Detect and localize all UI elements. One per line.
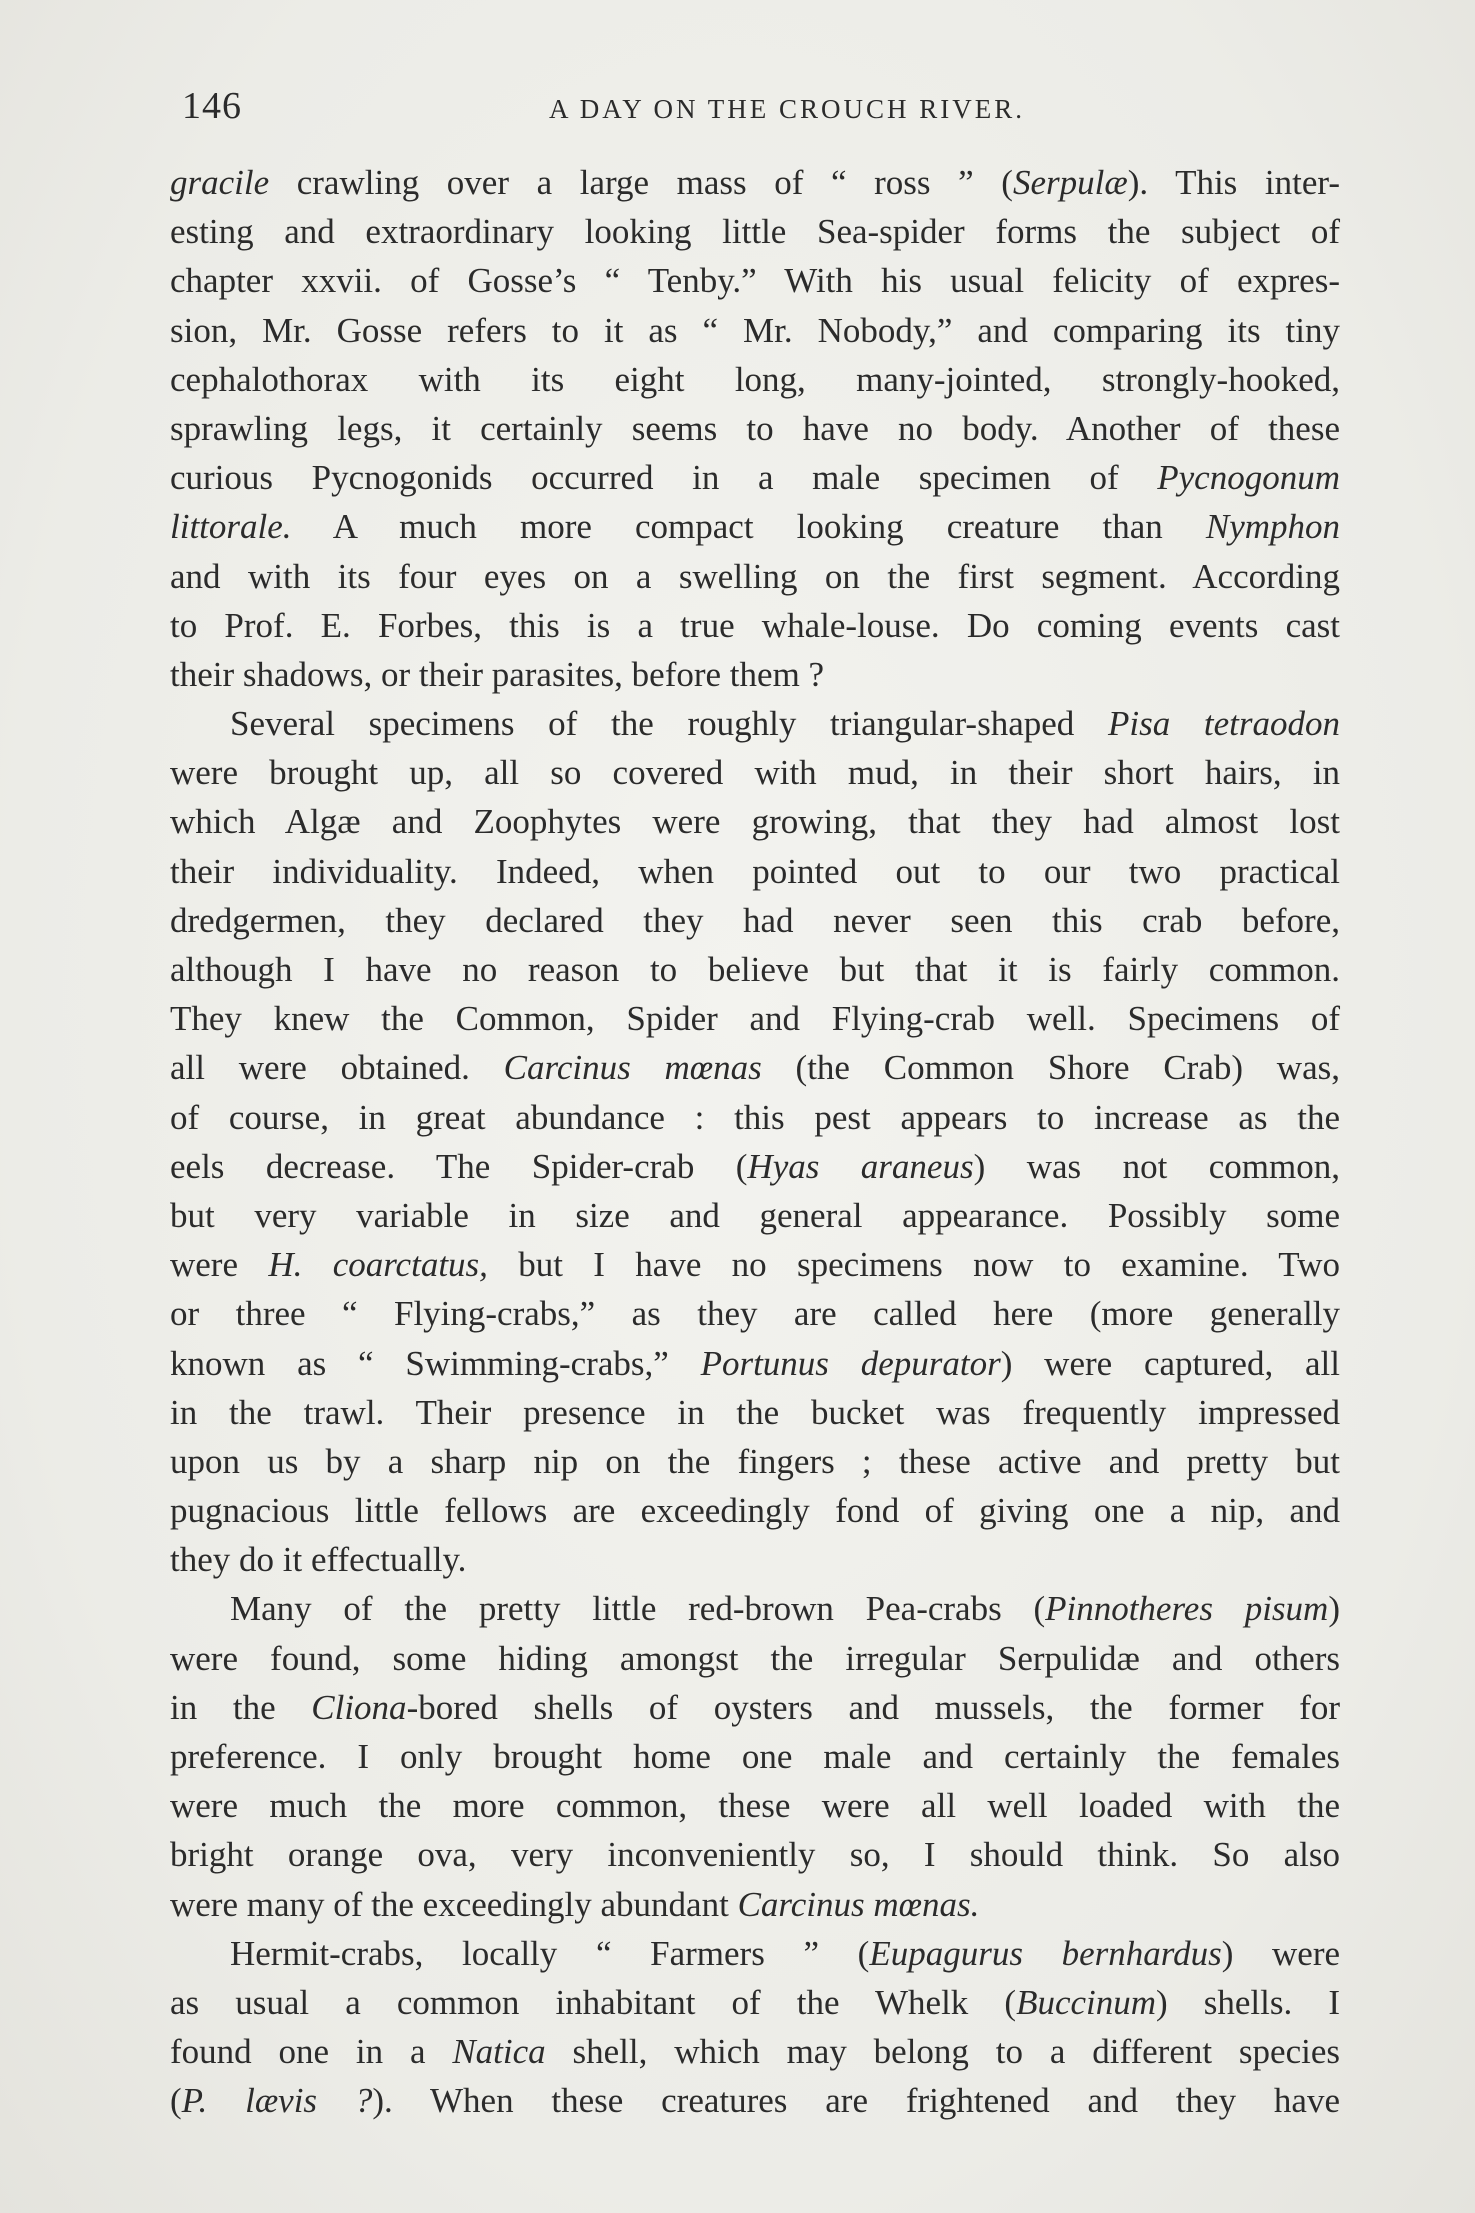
italic-taxon: Carcinus mœnas (503, 1048, 762, 1088)
text-line (170, 1240, 1340, 1289)
text-run: -bored shells of oysters and mussels, the former for (406, 1687, 1340, 1727)
italic-taxon: gracile (170, 163, 270, 202)
text-run: or three “ Flying-crabs,” as they are called here (more generally (170, 1294, 1340, 1334)
text-line (170, 797, 1340, 846)
text-run: found one in a (170, 2032, 453, 2072)
text-run: they do it effectually. (170, 1540, 467, 1580)
text-run: were much the more common, these were all well loaded with the (170, 1786, 1340, 1826)
page-number: 146 (182, 85, 242, 127)
italic-taxon: Cliona (311, 1687, 407, 1727)
text-run: their shadows, or their parasites, before them ? (170, 654, 825, 694)
text-line (170, 453, 1340, 502)
italic-taxon: Natica (452, 2032, 546, 2072)
running-head (182, 84, 1332, 134)
text-line (170, 306, 1340, 355)
text-run: cephalothorax with its eight long, many-jointed, strongly-hooked, (170, 359, 1340, 399)
italic-taxon: Buccinum (1016, 1982, 1157, 2022)
text-run: but very variable in size and general appearance. Possibly some (170, 1195, 1340, 1235)
text-run: Several specimens of the roughly triangular-shaped (230, 704, 1108, 744)
text-run: ) (1328, 1589, 1340, 1629)
text-run: sprawling legs, it certainly seems to have no body. Another of these (170, 408, 1340, 448)
italic-taxon: Pycnogonum (1157, 458, 1340, 498)
text-line (170, 1683, 1340, 1732)
text-run: which Algæ and Zoophytes were growing, that they had almost lost (170, 802, 1340, 842)
text-line (170, 1388, 1340, 1437)
text-line (170, 847, 1340, 896)
italic-taxon: Eupagurus bernhardus (869, 1933, 1222, 1973)
text-line (170, 1142, 1340, 1191)
italic-taxon: H. coarctatus, (268, 1245, 488, 1285)
text-line (170, 404, 1340, 453)
text-line (170, 1978, 1340, 2027)
text-run: sion, Mr. Gosse refers to it as “ Mr. Nobody,” and comparing its tiny (170, 310, 1340, 350)
italic-taxon: littorale. (170, 507, 292, 547)
text-line (170, 207, 1340, 256)
text-line (170, 945, 1340, 994)
text-run: crawling over a large mass of “ ross ” ( (269, 163, 1013, 202)
text-line (170, 994, 1340, 1043)
text-line (170, 1535, 1340, 1584)
italic-taxon: Portunus depurator (700, 1343, 1001, 1383)
text-run: known as “ Swimming-crabs,” (170, 1343, 701, 1383)
text-run: although I have no reason to believe but that it is fairly common. (170, 950, 1340, 989)
text-run: curious Pycnogonids occurred in a male specimen of (170, 458, 1158, 498)
text-run: ( (170, 2081, 182, 2121)
text-line (170, 1486, 1340, 1535)
text-run: in the (170, 1687, 312, 1727)
text-run: A much more compact looking creature than (291, 507, 1206, 547)
text-line (170, 1732, 1340, 1781)
text-run: were (170, 1245, 269, 1285)
text-line (170, 1191, 1340, 1240)
text-run: of course, in great abundance : this pest appears to increase as the (170, 1097, 1340, 1137)
text-line (170, 601, 1340, 650)
text-line (170, 1584, 1340, 1633)
text-line (170, 1289, 1340, 1338)
text-line (170, 896, 1340, 945)
text-run: preference. I only brought home one male and certainly the females (170, 1737, 1340, 1776)
text-run: but I have no specimens now to examine. Two (487, 1245, 1340, 1285)
italic-taxon: Pinnotheres pisum (1045, 1589, 1329, 1629)
text-run: were many of the exceedingly abundant (170, 1884, 738, 1924)
text-run: ). This inter- (1127, 163, 1340, 202)
text-line (170, 1830, 1340, 1879)
text-run: were found, some hiding amongst the irregular Serpulidæ and others (170, 1638, 1340, 1678)
text-line (170, 748, 1340, 797)
text-run: and with its four eyes on a swelling on the first segment. According (170, 556, 1340, 596)
text-line (170, 1093, 1340, 1142)
italic-taxon: Serpulæ (1012, 163, 1128, 202)
text-run: ) shells. I (1156, 1982, 1341, 2022)
text-run: esting and extraordinary looking little Sea-spider forms the subject of (170, 212, 1340, 252)
text-run: upon us by a sharp nip on the fingers ; these active and pretty but (170, 1441, 1340, 1481)
text-line (170, 158, 1340, 207)
text-run: (the Common Shore Crab) was, (761, 1048, 1340, 1088)
text-run: their individuality. Indeed, when pointed out to our two practical (170, 851, 1340, 891)
text-line (170, 1929, 1340, 1978)
text-line (170, 650, 1340, 699)
text-line (170, 2027, 1340, 2076)
text-line (170, 1880, 1340, 1929)
text-line (170, 256, 1340, 305)
text-run: to Prof. E. Forbes, this is a true whale-louse. Do coming events cast (170, 605, 1340, 645)
italic-taxon: Carcinus mœnas. (737, 1884, 980, 1924)
text-run: as usual a common inhabitant of the Whelk ( (170, 1982, 1017, 2022)
text-run: in the trawl. Their presence in the bucket was frequently impressed (170, 1392, 1340, 1432)
running-title: A DAY ON THE CROUCH RIVER. (548, 94, 1026, 124)
text-line (170, 355, 1340, 404)
body-text (170, 158, 1340, 2126)
text-line (170, 2076, 1340, 2125)
text-run: shell, which may belong to a different species (545, 2032, 1340, 2072)
text-run: bright orange ova, very inconveniently so, I should think. So also (170, 1835, 1340, 1875)
text-run: They knew the Common, Spider and Flying-crab well. Specimens of (170, 999, 1340, 1039)
text-line (170, 1437, 1340, 1486)
text-run: dredgermen, they declared they had never seen this crab before, (170, 900, 1340, 940)
text-line (170, 552, 1340, 601)
text-line (170, 502, 1340, 551)
italic-taxon: Nymphon (1205, 507, 1340, 547)
text-run: ) was not common, (973, 1146, 1340, 1186)
text-run: ). When these creatures are frightened and they have (372, 2081, 1340, 2121)
text-line (170, 699, 1340, 748)
text-run: Many of the pretty little red-brown Pea-crabs ( (230, 1589, 1046, 1629)
text-run: ) were captured, all (1000, 1343, 1340, 1383)
text-run: ) were (1221, 1933, 1341, 1973)
text-line (170, 1781, 1340, 1830)
text-line (170, 1043, 1340, 1092)
italic-taxon: Pisa tetraodon (1107, 704, 1341, 744)
italic-taxon: P. lævis ? (181, 2081, 373, 2121)
italic-taxon: Hyas araneus (747, 1146, 974, 1186)
text-run: pugnacious little fellows are exceedingly fond of giving one a nip, and (170, 1491, 1340, 1531)
text-line (170, 1634, 1340, 1683)
text-run: Hermit-crabs, locally “ Farmers ” ( (230, 1933, 870, 1973)
text-run: were brought up, all so covered with mud, in their short hairs, in (170, 753, 1340, 793)
text-line (170, 1339, 1340, 1388)
text-run: all were obtained. (170, 1048, 504, 1088)
text-run: chapter xxvii. of Gosse’s “ Tenby.” With his usual felicity of expres- (170, 261, 1340, 301)
text-run: eels decrease. The Spider-crab ( (170, 1146, 748, 1186)
